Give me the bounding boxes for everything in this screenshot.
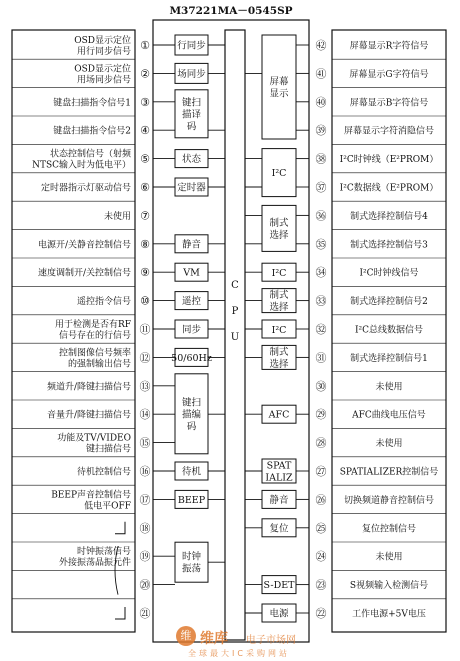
left-pin-label: 低电平OFF (84, 501, 131, 512)
left-pin-label: 控制图像信号频率 (58, 348, 131, 359)
block-label: 选择 (269, 229, 289, 241)
right-pin-label: 屏幕显示G字符信号 (349, 69, 429, 80)
block-label: 定时器 (177, 182, 206, 194)
right-pin-number: ㉚ (315, 379, 327, 393)
cpu-label-letter: P (231, 306, 239, 317)
pin21-marker (115, 607, 125, 619)
left-pin-label: 用行同步信号 (76, 47, 131, 57)
left-pin-number: ⑯ (139, 465, 151, 478)
block-label: 键扫 (181, 397, 202, 409)
right-pin-number: ㉘ (315, 436, 327, 450)
right-pin-number: ㊱ (315, 209, 327, 223)
left-pin-label: 键盘扫描指令信号1 (53, 98, 131, 109)
right-pin-number: ㉗ (315, 465, 327, 478)
block-label: 遥控 (181, 296, 202, 308)
block-label: IALIZ (265, 472, 293, 484)
block-label: 码 (186, 121, 197, 133)
block-label: 行同步 (177, 40, 206, 52)
left-pin-number: ③ (140, 95, 150, 109)
left-pin-label: 功能及TV/VIDEO (57, 433, 131, 444)
left-pin-number: ⑮ (139, 436, 151, 450)
left-pin-label: 键盘扫描指令信号2 (53, 126, 131, 137)
block-label: S-DET (263, 580, 295, 592)
left-pin-number: ⑨ (140, 266, 150, 280)
right-pin-label: 屏幕显示B字符信号 (349, 98, 429, 109)
left-pin-number: ⑤ (140, 152, 150, 166)
left-pin-label: 外接振荡晶振元件 (58, 558, 131, 569)
left-pin-number: ⑱ (139, 521, 151, 535)
right-pin-number: ㉛ (315, 351, 327, 365)
left-pin-label: 电源开/关静音控制信号 (37, 240, 131, 251)
right-pin-label: 制式选择控制信号4 (350, 211, 428, 222)
left-pin-label: 时钟振荡信号 (76, 547, 131, 558)
block-label: 键扫 (181, 97, 202, 109)
right-pin-label: 未使用 (375, 552, 403, 563)
left-pin-number: ⑧ (140, 237, 150, 251)
right-pin-number: ㉔ (315, 550, 327, 564)
block-label: 同步 (181, 324, 202, 336)
watermark-domain: 电子市场网 (246, 635, 296, 646)
right-pin-number: ㊵ (315, 95, 327, 109)
right-pin-label: I²C时钟线（E²PROM） (339, 155, 439, 166)
block-label: 制式 (269, 217, 289, 229)
block-label: 静音 (181, 239, 202, 251)
right-pin-number: ㉕ (315, 521, 327, 535)
block-label: SPAT (266, 460, 292, 472)
left-pin-number: ⑬ (139, 379, 151, 393)
cpu-label-letter: C (231, 280, 239, 291)
block-label: I²C (271, 168, 287, 180)
left-pin-number: ④ (140, 124, 150, 138)
pin18-marker (115, 522, 125, 534)
chip-title: M37221MA－0545SP (169, 5, 293, 17)
right-pin-number: ㊷ (315, 39, 327, 52)
right-pin-label: 复位控制信号 (361, 524, 417, 535)
block-label: I²C (271, 325, 287, 336)
left-pin-number: ⑦ (140, 209, 150, 223)
block-label: BEEP (177, 494, 206, 506)
block-label: 场同步 (177, 68, 206, 80)
watermark-logo-icon: 维 (176, 626, 196, 646)
right-pin-label: 切换频道静音控制信号 (343, 495, 435, 506)
block-label: 电源 (269, 608, 289, 620)
left-pin-label: 遥控指令信号 (76, 297, 131, 308)
right-pin-number: ㊴ (315, 124, 327, 138)
right-pin-number: ㉖ (315, 493, 327, 507)
block-label: 选择 (269, 358, 289, 370)
block-label: 制式 (269, 290, 289, 302)
block-label: I²C (271, 268, 287, 280)
block-label: 描编 (181, 409, 202, 421)
watermark-brand: 维库 (200, 631, 228, 647)
right-pin-label: I²C总线数据信号 (354, 325, 424, 336)
left-pin-label: OSD显示定位 (74, 36, 131, 46)
block-label: 描译 (181, 109, 202, 121)
left-pin-label: 待机控制信号 (76, 467, 131, 478)
right-pin-number: ㉟ (315, 237, 327, 251)
left-pin-label: 未使用 (103, 211, 131, 222)
block-label: 选择 (269, 302, 289, 314)
block-label: AFC (268, 409, 290, 421)
left-pin-number: ㉑ (139, 607, 151, 620)
watermark (176, 626, 336, 660)
block-label: 待机 (181, 466, 202, 478)
left-pin-label: 信号存在的行信号 (58, 331, 131, 341)
left-pin-number: ⑳ (139, 578, 151, 592)
left-pin-number: ⑲ (139, 550, 151, 564)
left-pin-label: 的强制输出信号 (67, 359, 131, 370)
left-pin-number: ⑫ (139, 351, 151, 365)
cpu-label-letter: U (230, 332, 240, 343)
right-pin-label: SPATIALIZER控制信号 (339, 467, 439, 478)
block-label: 显示 (269, 88, 289, 100)
block-label: 复位 (269, 523, 289, 535)
left-pin-label: 频道升/降键扫描信号 (46, 382, 131, 393)
right-pin-number: ㉓ (315, 578, 327, 592)
left-pin-label: BEEP声音控制信号 (51, 490, 131, 501)
block-label: 屏幕 (269, 76, 289, 88)
right-pin-label: 屏幕显示R字符信号 (349, 41, 429, 52)
right-pin-label: 工作电源+5V电压 (352, 609, 426, 620)
left-pin-label: NTSC输入时为低电平） (32, 160, 131, 171)
block-label: 50/60Hz (171, 352, 212, 364)
watermark-slogan: 全球最大IC采购网站 (188, 649, 290, 658)
left-pin-label: 键扫描信号 (85, 444, 131, 455)
block-label: 码 (186, 421, 197, 433)
left-pin-number: ① (140, 39, 150, 52)
right-pin-label: I²C时钟线信号 (359, 268, 419, 279)
left-pin-number: ⑩ (140, 294, 150, 308)
left-pin-label: 用场同步信号 (76, 75, 131, 86)
right-pin-number: ㉝ (315, 294, 327, 308)
right-pin-label: 制式选择控制信号3 (350, 240, 428, 251)
left-pin-label: OSD显示定位 (74, 64, 131, 75)
right-pin-label: S视频输入检测信号 (349, 581, 429, 592)
right-pin-number: ㉙ (315, 408, 327, 422)
left-pin-label: 音量升/降键扫描信号 (46, 410, 131, 421)
right-pin-label: 未使用 (375, 382, 403, 393)
right-pin-label: AFC曲线电压信号 (352, 410, 426, 421)
right-pin-number: ㉞ (315, 266, 327, 280)
right-pin-number: ㊲ (315, 181, 327, 194)
block-label: VM (183, 267, 200, 279)
left-pin-label: 状态控制信号（射频 (49, 149, 131, 160)
block-label: 静音 (269, 494, 289, 506)
right-pin-label: 制式选择控制信号1 (350, 353, 428, 364)
left-pin-number: ⑰ (139, 493, 151, 507)
right-pin-label: 未使用 (375, 439, 403, 450)
right-pin-number: ㉒ (315, 607, 327, 620)
block-label: 振荡 (181, 563, 202, 575)
block-label: 时钟 (181, 551, 202, 563)
left-pin-label: 速度调制开/关控制信号 (37, 268, 131, 279)
left-pin-label: 定时器指示灯驱动信号 (40, 183, 131, 194)
right-pin-number: ㊳ (315, 152, 327, 166)
left-pin-number: ⑪ (139, 323, 151, 336)
right-pin-label: I²C数据线（E²PROM） (339, 183, 439, 194)
right-pin-number: ㉜ (315, 323, 327, 336)
block-label: 制式 (269, 346, 289, 358)
block-label: 状态 (181, 154, 202, 166)
right-pin-label: 屏幕显示字符消隐信号 (343, 126, 435, 137)
left-pin-number: ⑭ (139, 408, 151, 422)
left-pin-number: ⑥ (140, 181, 150, 194)
left-pin-label: 用于检测是否有RF (54, 320, 131, 330)
right-pin-label: 制式选择控制信号2 (350, 297, 428, 308)
left-pin-number: ② (140, 67, 150, 81)
right-pin-number: ㊶ (315, 67, 327, 81)
